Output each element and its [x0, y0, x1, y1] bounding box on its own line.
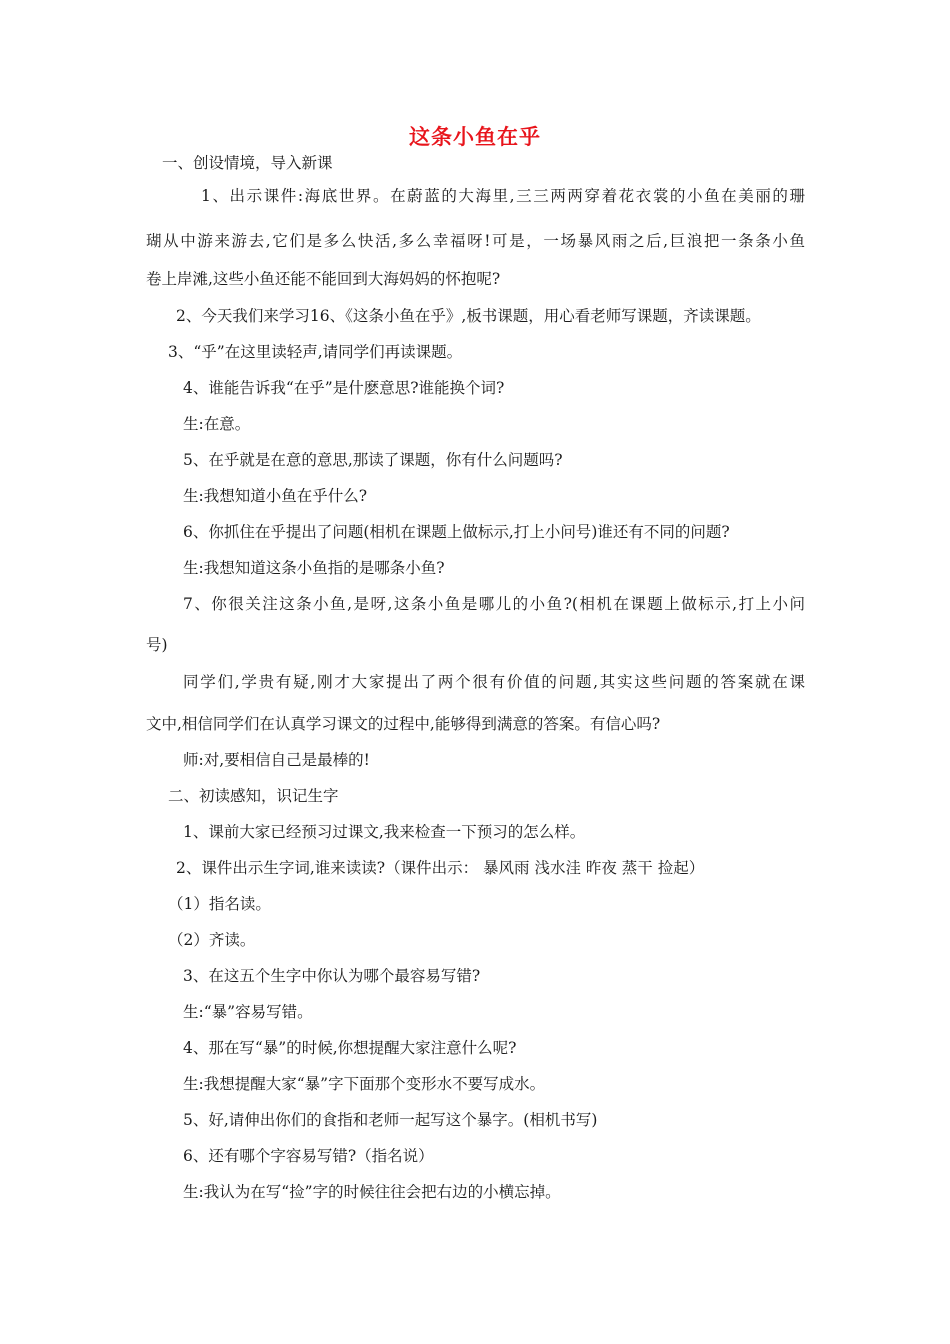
paragraph-line: 4、那在写“暴”的时候,你想提醒大家注意什么呢?: [183, 1039, 517, 1057]
paragraph-line: 卷上岸滩,这些小鱼还能不能回到大海妈妈的怀抱呢?: [146, 270, 501, 288]
paragraph-line: 5、好,请伸出你们的食指和老师一起写这个暴字。(相机书写): [183, 1111, 598, 1129]
paragraph-line: 同学们,学贵有疑,刚才大家提出了两个很有价值的问题,其实这些问题的答案就在课: [183, 673, 805, 691]
paragraph-line: 1、出示课件:海底世界。在蔚蓝的大海里,三三两两穿着花衣裳的小鱼在美丽的珊: [201, 187, 805, 205]
paragraph-line: 生:我想知道小鱼在乎什么?: [183, 487, 368, 505]
page-title: 这条小鱼在乎: [409, 125, 541, 149]
paragraph-line: 2、今天我们来学习16、《这条小鱼在乎》,板书课题，用心看老师写课题，齐读课题。: [176, 307, 761, 325]
section-heading-1: 一、创设情境，导入新课: [162, 154, 333, 172]
paragraph-line: 瑚从中游来游去,它们是多么快活,多么幸福呀!可是，一场暴风雨之后,巨浪把一条条小鱼: [146, 232, 805, 250]
paragraph-line: 1、课前大家已经预习过课文,我来检查一下预习的怎么样。: [183, 823, 586, 841]
paragraph-line: 3、“乎”在这里读轻声,请同学们再读课题。: [168, 343, 463, 361]
paragraph-line: 7、你很关注这条小鱼,是呀,这条小鱼是哪儿的小鱼?(相机在课题上做标示,打上小问: [183, 595, 805, 613]
paragraph-line: 6、还有哪个字容易写错?（指名说）: [183, 1147, 434, 1165]
paragraph-line: 6、你抓住在乎提出了问题(相机在课题上做标示,打上小问号)谁还有不同的问题?: [183, 523, 730, 541]
paragraph-line: 师:对,要相信自己是最棒的!: [183, 751, 370, 769]
paragraph-line: 生:我认为在写“捡”字的时候往往会把右边的小横忘掉。: [183, 1183, 561, 1201]
paragraph-line: 生:我想知道这条小鱼指的是哪条小鱼?: [183, 559, 445, 577]
paragraph-line: 2、课件出示生字词,谁来读读?（课件出示： 暴风雨 浅水洼 昨夜 蒸干 捡起）: [176, 859, 705, 877]
paragraph-line: 生:我想提醒大家“暴”字下面那个变形水不要写成水。: [183, 1075, 546, 1093]
section-heading-2: 二、初读感知，识记生字: [168, 787, 339, 805]
paragraph-line: 5、在乎就是在意的意思,那读了课题，你有什么问题吗?: [183, 451, 563, 469]
paragraph-line: 文中,相信同学们在认真学习课文的过程中,能够得到满意的答案。有信心吗?: [146, 715, 661, 733]
paragraph-line: （2）齐读。: [168, 931, 256, 949]
paragraph-line: 3、在这五个生字中你认为哪个最容易写错?: [183, 967, 481, 985]
paragraph-line: 4、谁能告诉我“在乎”是什麽意思?谁能换个词?: [183, 379, 505, 397]
paragraph-line: 生:在意。: [183, 415, 251, 433]
paragraph-line: 号): [146, 636, 168, 654]
paragraph-line: （1）指名读。: [168, 895, 271, 913]
paragraph-line: 生:“暴”容易写错。: [183, 1003, 313, 1021]
